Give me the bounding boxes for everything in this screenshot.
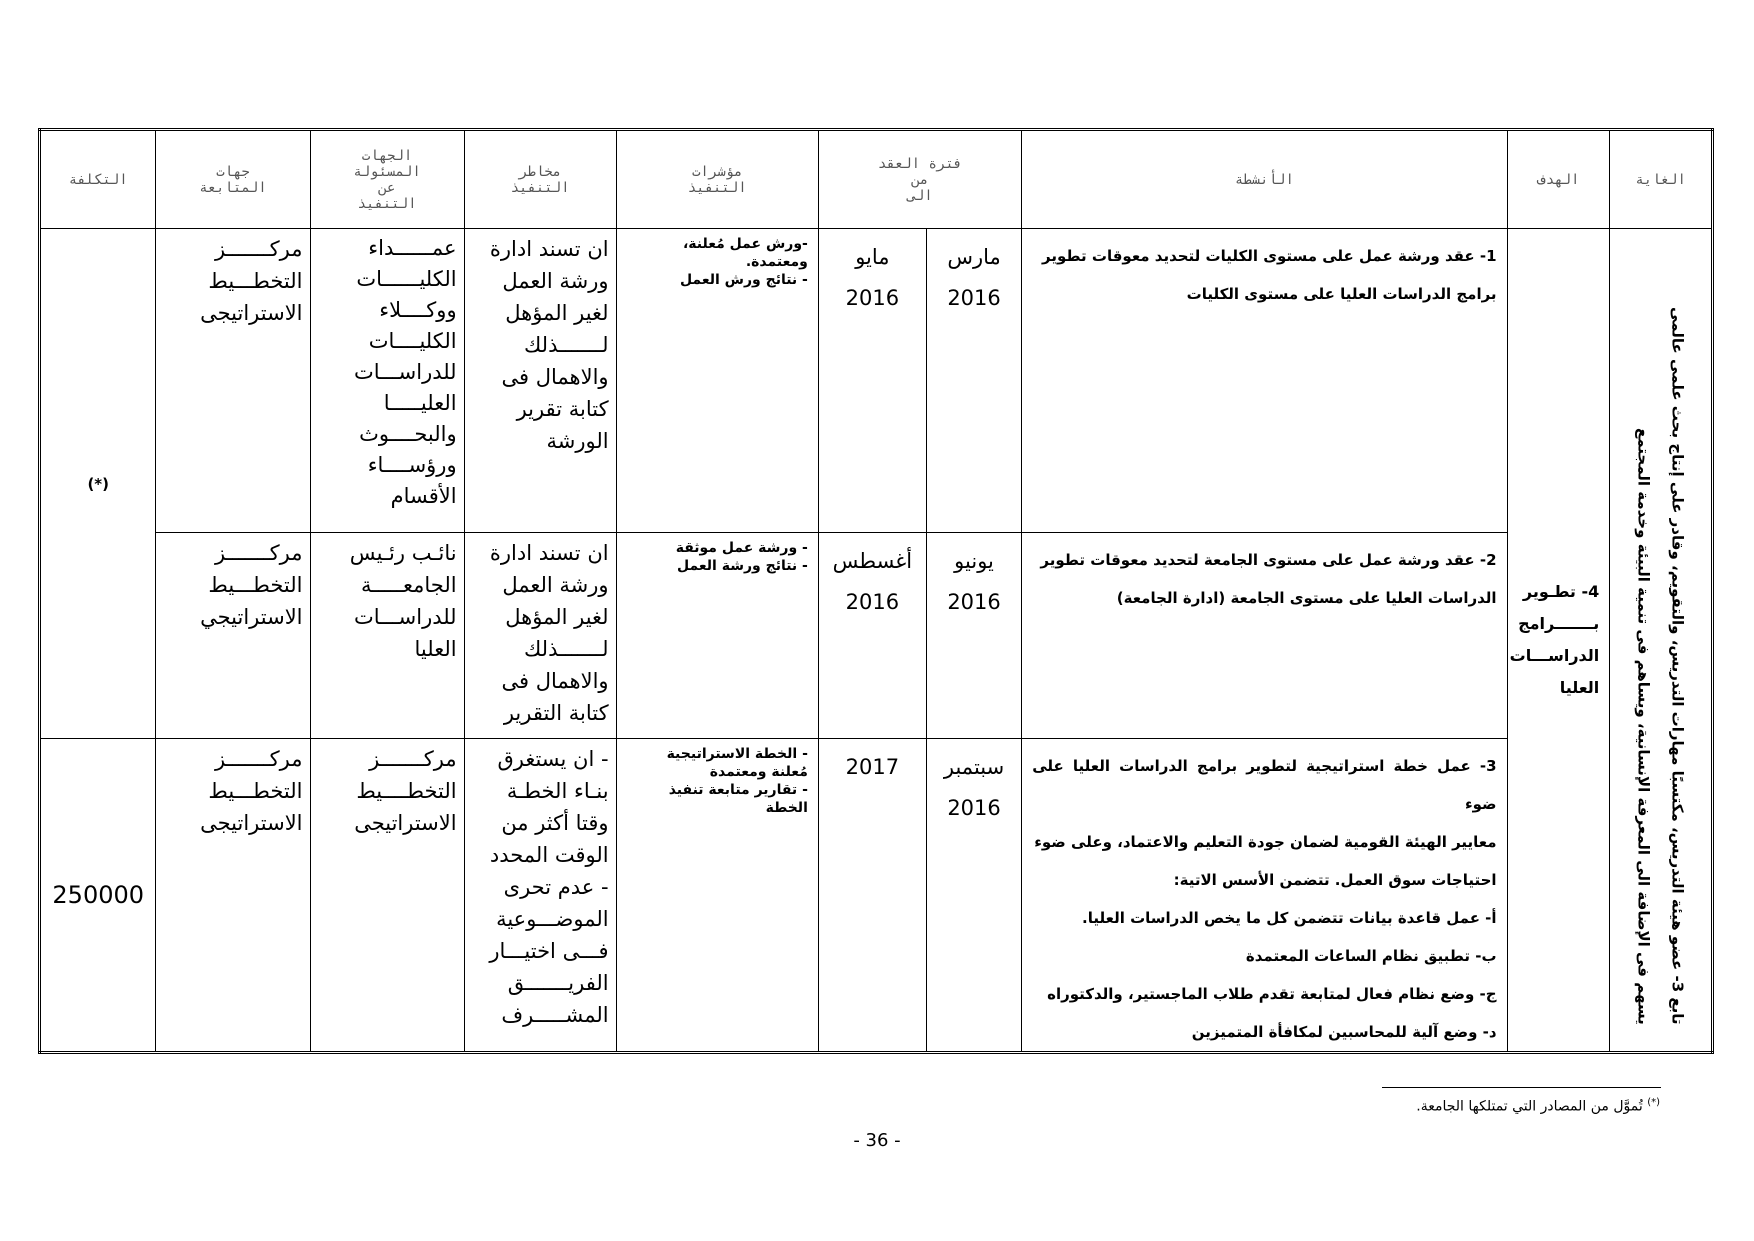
header-activities: الأنشطة — [1022, 130, 1507, 229]
strategic-plan-table — [38, 128, 1714, 1054]
cost-cell: (*) — [40, 229, 156, 739]
goal-cell: 4- تطـوير بـــــــرامج الدراســـات العليا — [1507, 229, 1610, 1053]
header-followup: جهات المتابعة — [156, 130, 310, 229]
date-from-cell: سبتمبر 2016 — [926, 739, 1021, 1053]
date-to-cell: 2017 — [818, 739, 926, 1053]
followup-cell: مركـــــــز التخطـــيط الاستراتيجى — [156, 739, 310, 1053]
table-row — [40, 229, 1713, 533]
header-risks: مخاطر التنفيذ — [464, 130, 616, 229]
header-goal: الهدف — [1507, 130, 1610, 229]
responsible-cell: عمــــــداء الكليــــــات ووكــــلاء الكليــــات للدراســـات العليـــــا والبحــــوث ورؤســــاء الأقسام — [310, 229, 464, 533]
header-responsible: الجهات المسئولة عن التنفيذ — [310, 130, 464, 229]
activity-cell: 1- عقد ورشة عمل على مستوى الكليات لتحديد معوقات تطوير برامج الدراسات العليا على مستوى الكليات — [1022, 229, 1507, 533]
activity-cell: 2- عقد ورشة عمل على مستوى الجامعة لتحديد معوقات تطوير الدراسات العليا على مستوى الجامعة (ادارة الجامعة) — [1022, 533, 1507, 739]
risks-cell: - ان يستغرق بنـاء الخطـة وقتا أكثر من الوقت المحدد - عدم تحرى الموضـــوعية فـــى اختيـــار الفريـــــــق المشـــــرف — [464, 739, 616, 1053]
page-number: - 36 - — [853, 1130, 901, 1151]
indicators-cell: - الخطة الاستراتيجية مُعلنة ومعتمدة - تقارير متابعة تنفيذ الخطة — [616, 739, 818, 1053]
indicators-cell: - ورشة عمل موثقة - نتائج ورشة العمل — [616, 533, 818, 739]
responsible-cell: نائـب رئـيس الجامعـــــة للدراســـات العليا — [310, 533, 464, 739]
footnote-marker: (*) — [1647, 1097, 1660, 1108]
header-purpose: الغاية — [1610, 130, 1713, 229]
date-from-cell: يونيو 2016 — [926, 533, 1021, 739]
purpose-cell — [1610, 229, 1713, 1053]
table-row — [40, 739, 1713, 1053]
date-from-cell: مارس 2016 — [926, 229, 1021, 533]
cost-cell: 250000 — [40, 739, 156, 1053]
table-row — [40, 533, 1713, 739]
followup-cell: مركـــــــز التخطـــيط الاستراتيجى — [156, 229, 310, 533]
followup-cell: مركـــــــز التخطـــيط الاستراتيجي — [156, 533, 310, 739]
activity-cell: 3- عمل خطة استراتيجية لتطوير برامج الدراسات العليا على ضوء معايير الهيئة القومية لضمان جودة التعليم والاعتماد، وعلى ضوء احتياجات سوق العمل. تتضمن الأسس الاتية: أ- عمل قاعدة بيانات تتضمن كل ما يخص الدراسات العليا. ب- تطبيق نظام الساعات المعتمدة ج- وضع نظام فعال لمتابعة تقدم طلاب الماجستير، والدكتوراه د- وضع آلية للمحاسبين لمكافأة المتميزين — [1022, 739, 1507, 1053]
purpose-text: تابع 3- عضو هيئة التدريس، مكتسبًا مهارات التدريس، والتقويم، وقادر على إنتاج بحث علمى عالمى يسهم فى الإضافة الى المعرفة الإنسانية، ويساهم فى تنمية البيئة وخدمة المجتمع — [1634, 307, 1687, 1025]
header-indicators: مؤشرات التنفيذ — [616, 130, 818, 229]
header-period: فترة العقد من الى — [818, 130, 1021, 229]
date-to-cell: مايو 2016 — [818, 229, 926, 533]
header-cost: التكلفة — [40, 130, 156, 229]
footnote — [1416, 1097, 1660, 1115]
header-row — [40, 130, 1713, 229]
footnote-text: تُموَّل من المصادر التي تمتلكها الجامعة. — [1416, 1098, 1643, 1115]
responsible-cell: مركـــــــز التخطــــيط الاستراتيجى — [310, 739, 464, 1053]
risks-cell: ان تسند ادارة ورشة العمل لغير المؤهل لـــــــذلك والاهمال فى كتابة التقرير — [464, 533, 616, 739]
indicators-cell: -ورش عمل مُعلنة، ومعتمدة. - نتائج ورش العمل — [616, 229, 818, 533]
footnote-divider — [1382, 1087, 1661, 1088]
risks-cell: ان تسند ادارة ورشة العمل لغير المؤهل لـــــــذلك والاهمال فى كتابة تقرير الورشة — [464, 229, 616, 533]
date-to-cell: أغسطس 2016 — [818, 533, 926, 739]
